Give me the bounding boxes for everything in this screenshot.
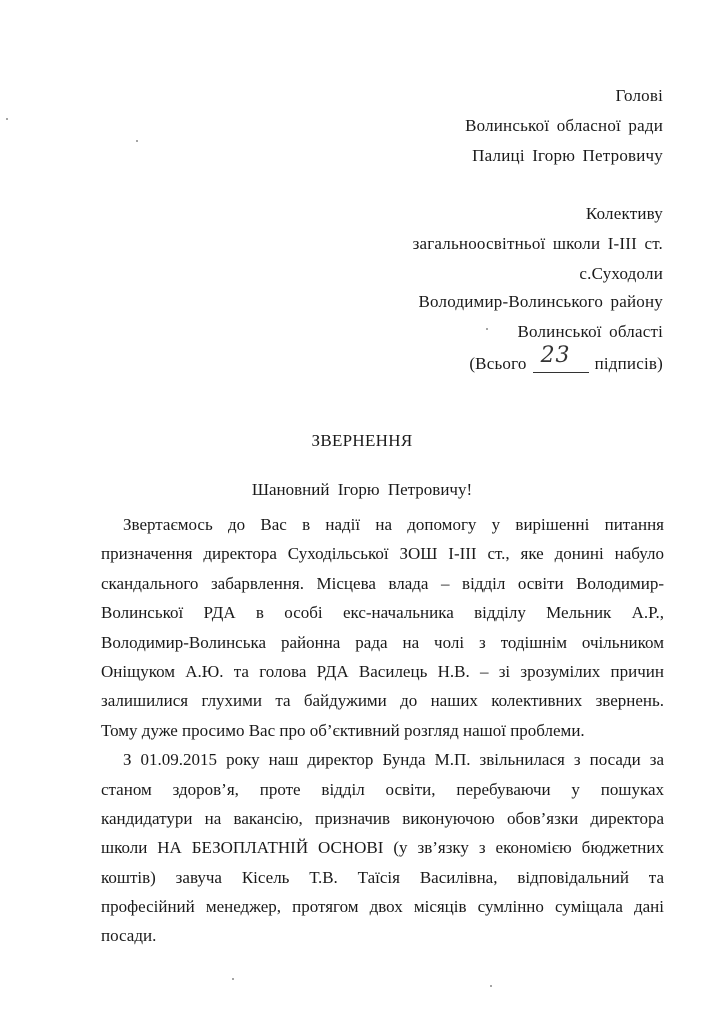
scan-speck: [136, 140, 138, 142]
body-line: посади.: [101, 926, 157, 946]
body-line: залишилися глухими та байдужими до наших колективних звернень.: [101, 691, 664, 711]
document-title: ЗВЕРНЕННЯ: [311, 431, 413, 450]
signatures-suffix: підписів): [594, 354, 663, 373]
recipient-line-2: Волинської обласної ради: [465, 116, 663, 135]
body-line: станом здоров’я, проте відділ освіти, перебуваючи у пошуках: [101, 779, 664, 799]
sender-line-5: Волинської області: [517, 322, 663, 341]
body-line: кандидатури на вакансію, призначив виконуючою обов’язки директора: [101, 808, 664, 828]
body-line: Тому дуже просимо Вас про об’єктивний розгляд нашої проблеми.: [101, 720, 585, 740]
signatures-count: 23: [540, 343, 571, 368]
body-line: професійний менеджер, протягом двох місяців сумлінно суміщала дані: [101, 897, 664, 917]
signatures-handwritten-field: [533, 343, 589, 373]
salutation: Шановний Ігорю Петровичу!: [251, 480, 473, 499]
body-line: З 01.09.2015 року наш директор Бунда М.П. звільнилася з посади за: [123, 750, 664, 770]
body-line: скандального забарвлення. Місцева влада – відділ освіти Володимир-: [101, 573, 664, 593]
document-body: [101, 510, 664, 951]
scan-speck: [490, 985, 492, 987]
recipient-line-3: Палиці Ігорю Петровичу: [472, 146, 663, 165]
body-line: Оніщуком А.Ю. та голова РДА Василець Н.В. – зі зрозумілих причин: [101, 661, 664, 681]
body-line: школи НА БЕЗОПЛАТНІЙ ОСНОВІ (у зв’язку з економією бюджетних: [101, 838, 664, 858]
paragraph-2: [101, 745, 664, 951]
scan-speck: [232, 978, 234, 980]
sender-line-3: с.Суходоли: [579, 264, 663, 283]
sender-line-2: загальноосвітньої школи І-ІІІ ст.: [412, 234, 663, 253]
scan-speck: [486, 328, 488, 330]
sender-line-1: Колективу: [585, 204, 663, 223]
body-line: Володимир-Волинська районна рада на чолі з тодішнім очільником: [101, 632, 664, 652]
paragraph-1: [101, 510, 664, 745]
scan-speck: [6, 118, 8, 120]
recipient-line-1: Голові: [615, 86, 663, 105]
body-line: Волинської РДА в особі екс-начальника відділу Мельник А.Р.,: [101, 603, 664, 623]
body-line: коштів) завуча Кісель Т.В. Таїсія Василівна, відповідальний та: [101, 867, 664, 887]
signatures-count-line: [469, 343, 663, 374]
signatures-prefix: (Всього: [469, 354, 527, 373]
body-line: призначення директора Суходільської ЗОШ І-ІІІ ст., яке донині набуло: [101, 544, 664, 564]
body-line: Звертаємось до Вас в надії на допомогу у вирішенні питання: [123, 515, 664, 534]
sender-line-4: Володимир-Волинського району: [418, 292, 663, 311]
